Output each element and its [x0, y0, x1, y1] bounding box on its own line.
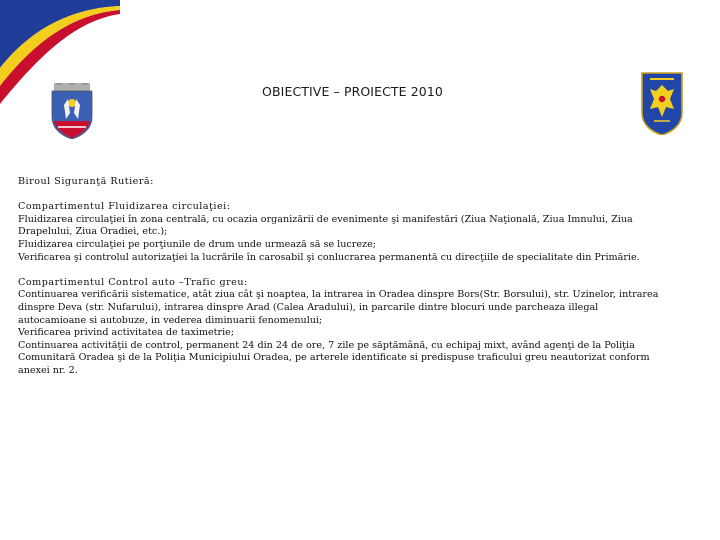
text-line: Verificarea privind activitatea de taximetrie;	[18, 327, 235, 339]
text-line: anexei nr. 2.	[18, 364, 78, 376]
text-line: Continuarea verificării sistematice, atât ziua cât şi noaptea, la intrarea in Oradea dinspre Bors(Str. Borsului), str. Uzinelor, intrarea	[18, 289, 659, 301]
section-heading-traffic-flow: Compartimentul Fluidizarea circulaţiei:	[18, 201, 231, 213]
text-line: Comunitară Oradea şi de la Poliţia Municipiului Oradea, pe arterele identificate si predispuse traficului greu neautorizat conform	[18, 352, 650, 364]
text-line: Verificarea şi controlul autorizaţiei la lucrările în carosabil şi conlucrarea permanentă cu direcţiile de specialitate din Primărie.	[18, 251, 640, 263]
section-heading-heavy-traffic: Compartimentul Control auto –Trafic greu:	[18, 276, 248, 288]
document-body	[18, 176, 718, 378]
text-line: dinspre Deva (str. Nufarului), intrarea dinspre Arad (Calea Aradului), in parcarile dintre blocuri unde parcheaza illegal	[18, 301, 599, 313]
text-line: Continuarea activităţii de control, permanent 24 din 24 de ore, 7 zile pe săptămână, cu echipaj mixt, având agenţi de la Poliţia	[18, 339, 635, 351]
text-line: Fluidizarea circulaţiei în zona centrală, cu ocazia organizării de evenimente şi manifestări (Ziua Naţională, Ziua Imnului, Ziua	[18, 213, 633, 225]
text-line: Drapelului, Ziua Oradiei, etc.);	[18, 226, 168, 238]
section-heading-road-safety: Biroul Siguranţă Rutieră:	[18, 176, 154, 187]
text-line: Fluidizarea circulaţiei pe porţiunile de drum unde urmează să se lucreze;	[18, 238, 377, 250]
page-title: OBIECTIVE – PROIECTE 2010	[262, 84, 443, 99]
text-line: autocamioane si autobuze, in vederea diminuarii fenomenului;	[18, 314, 323, 326]
police-emblem-icon	[640, 71, 684, 135]
